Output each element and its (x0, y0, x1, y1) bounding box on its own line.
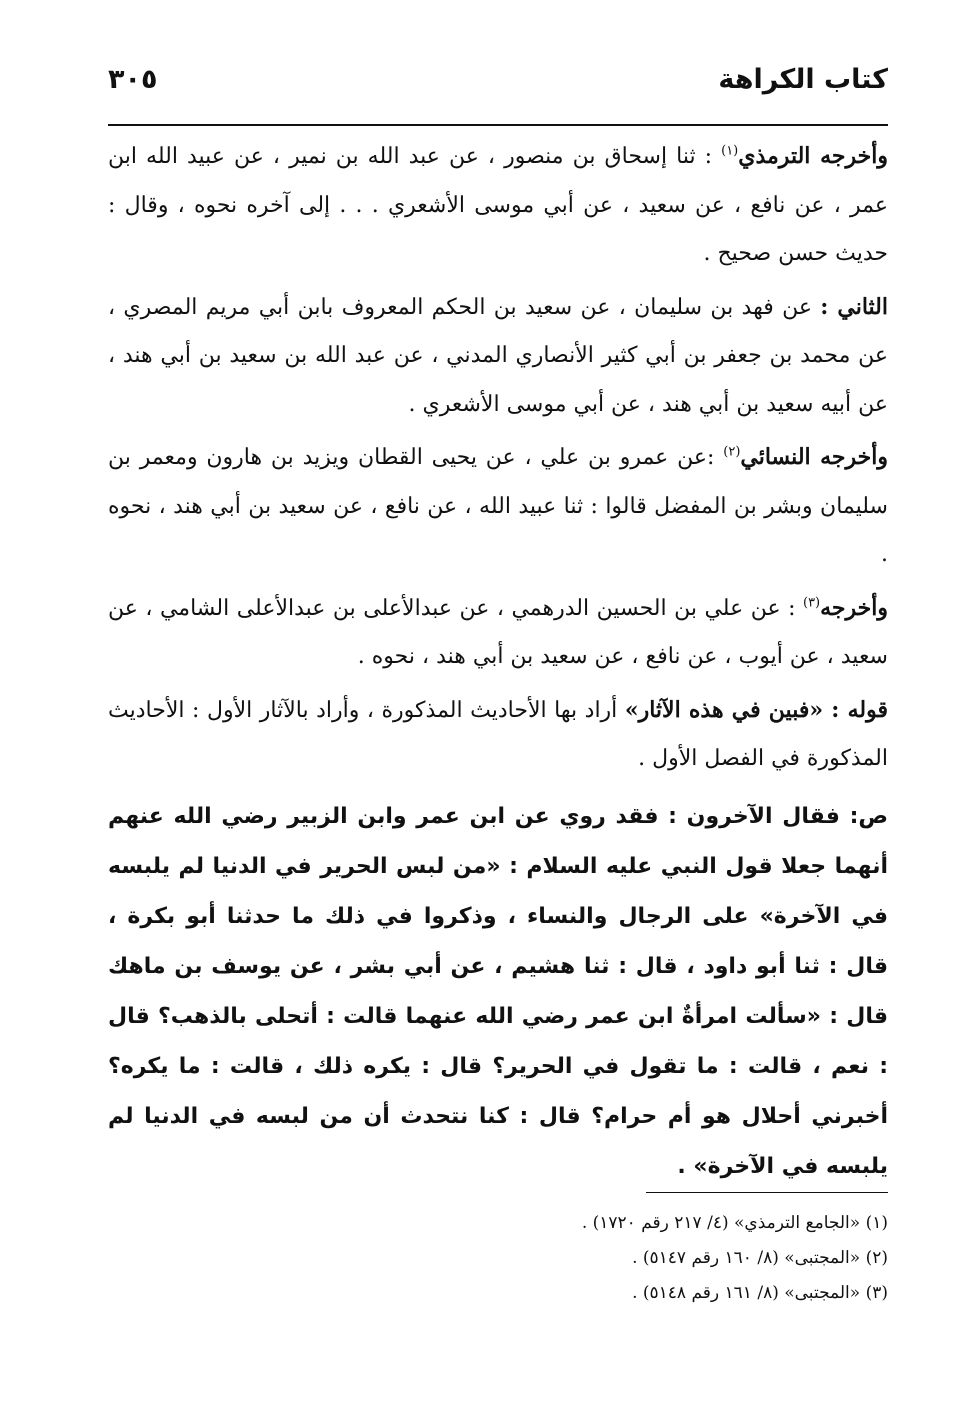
footnote-1: (١) «الجامع الترمذي» (٤/ ٢١٧ رقم ١٧٢٠) . (581, 1213, 888, 1233)
paragraph-body: أراد بها الأحاديث المذكورة ، وأراد بالآثار الأول : الأحاديث المذكورة في الفصل الأول . (108, 697, 888, 771)
paragraph-nasai-second (108, 584, 888, 682)
paragraph-lead: قوله : «فبين في هذه الآثار» (624, 696, 888, 723)
footnote-marker: (٣) (802, 595, 821, 611)
footnote-marker: (٢) (723, 444, 741, 460)
footnotes (108, 1206, 888, 1311)
page-header (108, 62, 888, 112)
paragraph-lead: وأخرجه الترمذي (738, 143, 888, 169)
paragraph-body: : ثنا إسحاق بن منصور ، عن عبد الله بن نمير ، عن عبيد الله ابن عمر ، عن نافع ، عن سعيد ، عن أبي موسى الأشعري . . . إلى آخره نحوه ، وقال : حديث حسن صحيح . (108, 144, 888, 266)
running-title: كتاب الكراهة (718, 64, 888, 95)
quoted-main-text: ص: فقال الآخرون : فقد روي عن ابن عمر وابن الزبير رضي الله عنهم أنهما جعلا قول النبي عليه السلام : «من لبس الحرير في الدنيا لم يلبسه في الآخرة» على الرجال والنساء ، وذكروا في ذلك ما حدثنا أبو بكرة ، قال : ثنا أبو داود ، قال : ثنا هشيم ، عن أبي بشر ، عن يوسف بن ماهك قال : «سألت امرأةٌ ابن عمر رضي الله عنهما قالت : أتحلى بالذهب؟ قال : نعم ، قالت : ما تقول في الحرير؟ قال : يكره ذلك ، قالت : ما يكره؟ أخبرني أحلال هو أم حرام؟ قال : كنا نتحدث أن من لبسه في الدنيا لم يلبسه في الآخرة» . (108, 803, 888, 1179)
paragraph-second-chain (108, 283, 888, 430)
paragraph-body: : عن علي بن الحسين الدرهمي ، عن عبدالأعلى بن عبدالأعلى الشامي ، عن سعيد ، عن أيوب ، عن نافع ، عن سعيد بن أبي هند ، نحوه . (108, 595, 888, 669)
header-divider (108, 124, 888, 126)
main-text (108, 132, 888, 1196)
paragraph-lead: وأخرجه (820, 594, 888, 621)
footnote-3: (٣) «المجتبى» (٨/ ١٦١ رقم ٥١٤٨) . (632, 1283, 888, 1303)
footnote-marker: (١) (721, 143, 739, 159)
page-number: ٣٠٥ (108, 64, 158, 95)
paragraph-nasai (108, 433, 888, 580)
footnote-2: (٢) «المجتبى» (٨/ ١٦٠ رقم ٥١٤٧) . (632, 1248, 888, 1268)
paragraph-body: :عن عمرو بن علي ، عن يحيى القطان ويزيد بن هارون ومعمر بن سليمان وبشر بن المفضل قالوا : ثنا عبيد الله ، عن نافع ، عن سعيد بن أبي هند ، نحوه . (108, 445, 888, 567)
paragraph-lead: وأخرجه النسائي (740, 444, 888, 470)
paragraph-body: عن فهد بن سليمان ، عن سعيد بن الحكم المعروف بابن أبي مريم المصري ، عن محمد بن جعفر بن أبي كثير الأنصاري المدني ، عن عبد الله بن سعيد بن أبي هند ، عن أبيه سعيد بن أبي هند ، عن أبي موسى الأشعري . (108, 294, 888, 417)
paragraph-tirmidhi (108, 132, 888, 279)
footnote-divider (646, 1192, 888, 1193)
paragraph-commentary (108, 686, 888, 784)
paragraph-lead: الثاني : (820, 293, 888, 320)
